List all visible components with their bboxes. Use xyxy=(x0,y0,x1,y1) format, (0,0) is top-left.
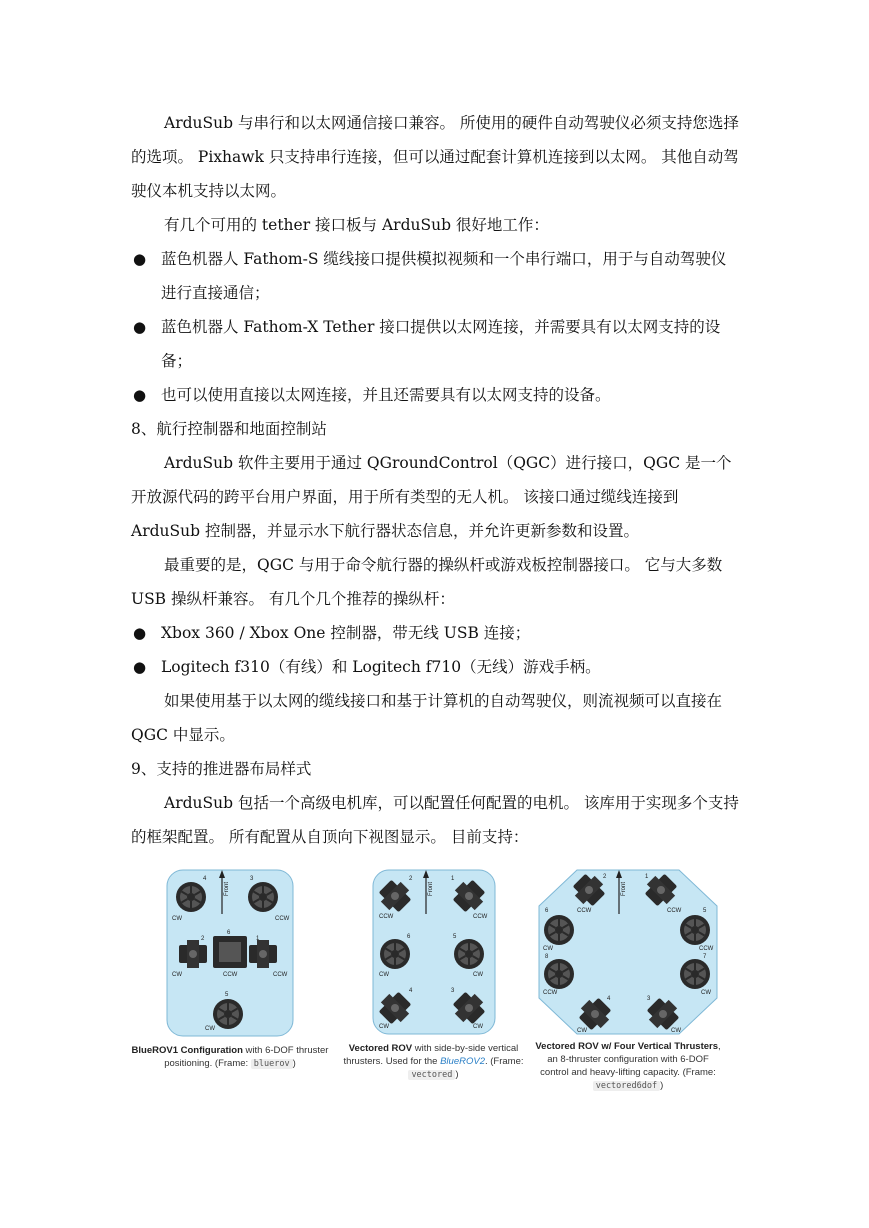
caption-text: with 6-DOF thruster positioning. (Frame: xyxy=(164,1045,329,1069)
thruster-number: 2 xyxy=(408,876,412,882)
vectored6dof-diagram xyxy=(537,866,719,1038)
figure-bluerov1 xyxy=(131,866,329,1071)
bullet-icon: ● xyxy=(133,386,147,404)
thruster-number: 6 xyxy=(227,930,231,936)
list-item-text: 蓝色机器人 Fathom-S 缆线接口提供模拟视频和一个串行端口，用于与自动驾驶仪进行直接通信； xyxy=(161,250,727,302)
paragraph-interfaces: ArduSub 与串行和以太网通信接口兼容。 所使用的硬件自动驾驶仪必须支持您选择的选项。 Pixhawk 只支持串行连接，但可以通过配套计算机连接到以太网。 其他自动驾驶仪本机支持以太网。 xyxy=(131,114,739,200)
rotation-label: CW xyxy=(472,972,483,978)
section-heading-9: 9、支持的推进器布局样式 xyxy=(131,760,312,778)
thruster-number: 7 xyxy=(703,954,707,960)
rotation-label: CW xyxy=(205,1026,215,1032)
rotation-label: CW xyxy=(671,1028,681,1034)
thruster-number: 3 xyxy=(647,996,651,1002)
thruster-icon xyxy=(454,939,484,969)
paragraph-joystick: 最重要的是，QGC 与用于命令航行器的操纵杆或游戏板控制器接口。 它与大多数 USB 操纵杆兼容。 有几个几个推荐的操纵杆： xyxy=(131,556,723,608)
vectored-diagram xyxy=(369,866,499,1038)
front-label: Front xyxy=(621,881,627,896)
bullet-icon: ● xyxy=(133,658,147,676)
bullet-icon: ● xyxy=(133,318,147,336)
thruster-icon xyxy=(248,882,278,912)
caption-text: with side-by-side vertical thrusters. Used for the xyxy=(343,1043,519,1067)
thruster-number: 4 xyxy=(607,996,611,1002)
list-item xyxy=(131,616,741,650)
figure-vectored6dof xyxy=(535,866,721,1093)
thruster-number: 4 xyxy=(203,876,207,882)
list-item-text: Logitech f310（有线）和 Logitech f710（无线）游戏手柄。 xyxy=(161,658,601,676)
rotation-label: CW xyxy=(172,972,182,978)
rotation-label: CCW xyxy=(275,916,290,922)
rotation-label: CW xyxy=(472,1024,483,1030)
thruster-icon xyxy=(680,959,710,989)
list-item-text: Xbox 360 / Xbox One 控制器，带无线 USB 连接； xyxy=(161,624,531,642)
frame-code: vectored xyxy=(408,1070,455,1080)
section-heading-8: 8、航行控制器和地面控制站 xyxy=(131,420,327,438)
paragraph-qgc: ArduSub 软件主要用于通过 QGroundControl（QGC）进行接口，QGC 是一个开放源代码的跨平台用户界面，用于所有类型的无人机。 该接口通过缆线连接到 ArduSub 控制器，并显示水下航行器状态信息，并允许更新参数和设置。 xyxy=(131,454,732,540)
caption-bold: Vectored ROV xyxy=(348,1043,413,1054)
figure-vectored xyxy=(336,866,531,1082)
figure-caption xyxy=(336,1042,531,1082)
rotation-label: CCW xyxy=(667,908,682,914)
thruster-number: 1 xyxy=(645,874,649,880)
thruster-icon xyxy=(176,882,206,912)
thruster-number: 8 xyxy=(545,954,549,960)
caption-text: , an 8-thruster configuration with 6-DOF control and heavy-lifting capacity. (Frame: xyxy=(540,1041,721,1078)
rotation-label: CCW xyxy=(378,914,393,920)
thruster-number: 2 xyxy=(603,874,607,880)
front-label: Front xyxy=(224,881,230,896)
thruster-number: 6 xyxy=(406,934,410,940)
caption-bold: BlueROV1 Configuration xyxy=(131,1045,243,1056)
bluerov1-diagram xyxy=(165,866,295,1038)
thruster-number: 5 xyxy=(225,992,229,998)
rotation-label: CCW xyxy=(273,972,288,978)
list-item xyxy=(131,310,741,378)
thruster-icon xyxy=(213,999,243,1029)
thruster-icon xyxy=(544,915,574,945)
rotation-label: CW xyxy=(543,946,553,952)
rotation-label: CCW xyxy=(472,914,487,920)
bluerov2-link[interactable]: BlueROV2 xyxy=(440,1056,485,1067)
thruster-number: 3 xyxy=(250,876,254,882)
bullet-icon: ● xyxy=(133,624,147,642)
caption-text: ) xyxy=(660,1080,664,1091)
paragraph-motor-library: ArduSub 包括一个高级电机库，可以配置任何配置的电机。 该库用于实现多个支持的框架配置。 所有配置从自顶向下视图显示。 目前支持： xyxy=(131,794,739,846)
rotation-label: CCW xyxy=(577,908,592,914)
list-item xyxy=(131,242,741,310)
thruster-number: 5 xyxy=(703,908,707,914)
rotation-label: CCW xyxy=(223,972,238,978)
caption-text: ) xyxy=(455,1069,459,1080)
bullet-icon: ● xyxy=(133,250,147,268)
rotation-label: CW xyxy=(378,1024,389,1030)
paragraph-tether-boards: 有几个可用的 tether 接口板与 ArduSub 很好地工作： xyxy=(164,216,549,234)
list-item xyxy=(131,378,741,412)
thruster-icon xyxy=(680,915,710,945)
caption-bold: Vectored ROV w/ Four Vertical Thrusters xyxy=(535,1041,719,1052)
front-label: Front xyxy=(427,881,434,896)
frame-code: vectored6dof xyxy=(593,1081,660,1091)
rotation-label: CW xyxy=(577,1028,587,1034)
thruster-icon xyxy=(380,939,410,969)
thruster-figures xyxy=(131,866,741,1106)
thruster-number: 5 xyxy=(452,934,456,940)
figure-caption xyxy=(535,1040,721,1093)
frame-code: bluerov xyxy=(251,1059,293,1069)
thruster-number: 3 xyxy=(450,988,454,994)
list-item xyxy=(131,650,741,684)
thruster-number: 1 xyxy=(450,876,454,882)
rotation-label: CW xyxy=(172,916,182,922)
thruster-icon xyxy=(544,959,574,989)
figure-caption xyxy=(131,1044,329,1071)
thruster-number: 4 xyxy=(408,988,412,994)
list-item-text: 蓝色机器人 Fathom-X Tether 接口提供以太网连接，并需要具有以太网支持的设备； xyxy=(161,318,721,370)
rotation-label: CCW xyxy=(699,946,714,952)
paragraph-video: 如果使用基于以太网的缆线接口和基于计算机的自动驾驶仪，则流视频可以直接在 QGC 中显示。 xyxy=(131,692,723,744)
list-item-text: 也可以使用直接以太网连接，并且还需要具有以太网支持的设备。 xyxy=(161,386,611,404)
rotation-label: CW xyxy=(701,990,711,996)
caption-text: . (Frame: xyxy=(484,1056,524,1067)
rotation-label: CCW xyxy=(543,990,558,996)
caption-text: ) xyxy=(292,1058,296,1069)
rotation-label: CW xyxy=(378,972,389,978)
thruster-number: 6 xyxy=(545,908,549,914)
thruster-number: 2 xyxy=(201,936,205,942)
thruster-number: 1 xyxy=(256,936,260,942)
